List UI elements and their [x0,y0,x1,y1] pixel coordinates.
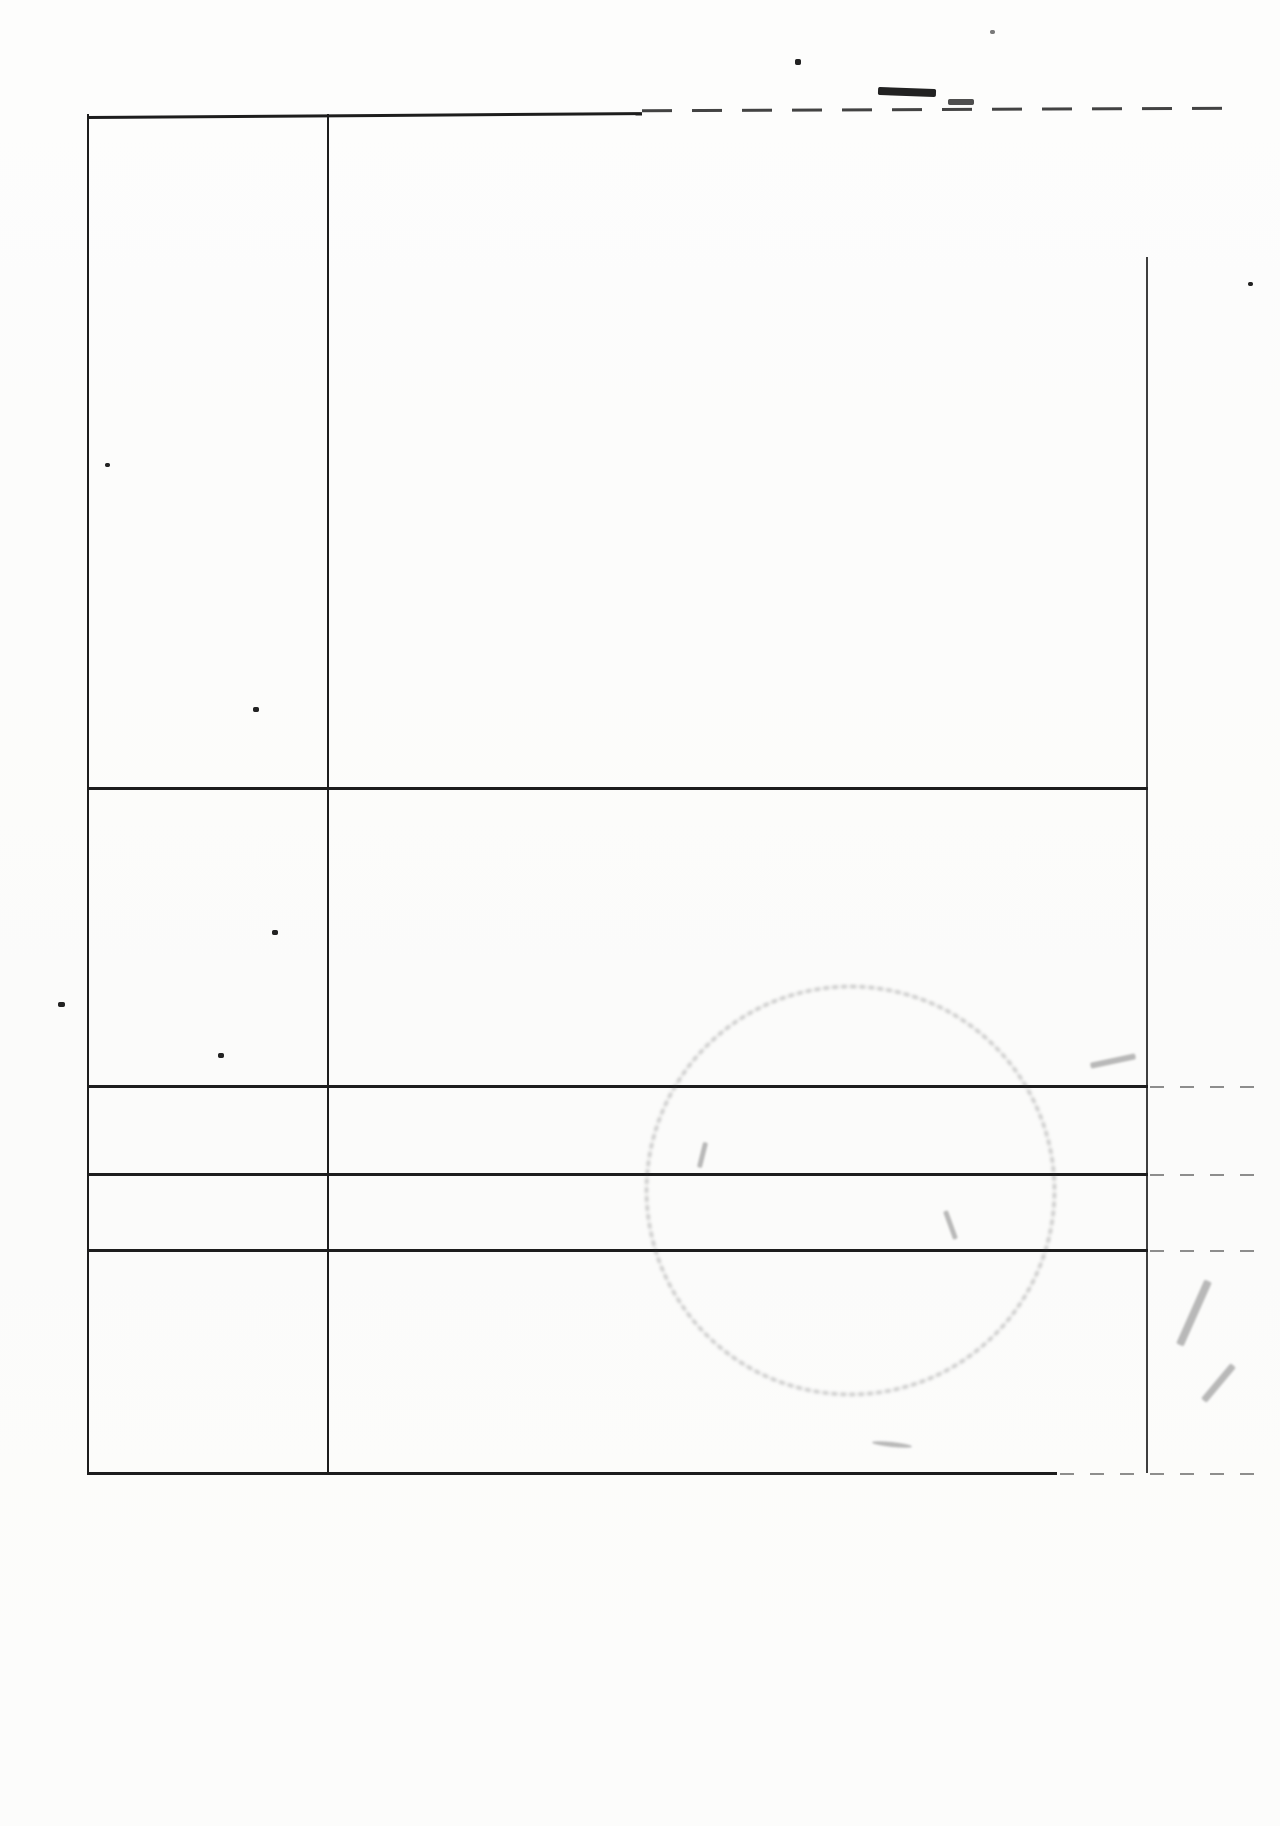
row-divider-extension [1150,1086,1265,1088]
table-bottom-border-dashed [1060,1473,1268,1475]
sizes-continuation-text [388,116,1148,786]
scan-speck [218,1053,224,1058]
scan-speck [948,99,974,105]
scan-speck [990,30,995,34]
row-divider-extension [1150,1174,1265,1176]
company-red-stamp [314,1266,703,1655]
scan-speck [253,707,259,712]
authority-stamp-ghost-circle [645,985,1056,1396]
scan-speck [58,1002,65,1007]
scan-speck [878,87,936,97]
row-divider-extension [1150,1250,1265,1252]
stamp-smudge [1176,1279,1212,1346]
table-left-border [87,114,89,1474]
table-column-divider [327,114,329,1474]
scan-speck [105,463,110,467]
scan-speck [795,59,801,65]
table-top-border-dashed [642,107,1242,113]
stamp-smudge [872,1440,912,1449]
scan-speck [1248,282,1253,286]
scan-speck [272,930,278,935]
stamp-smudge [1201,1363,1236,1403]
